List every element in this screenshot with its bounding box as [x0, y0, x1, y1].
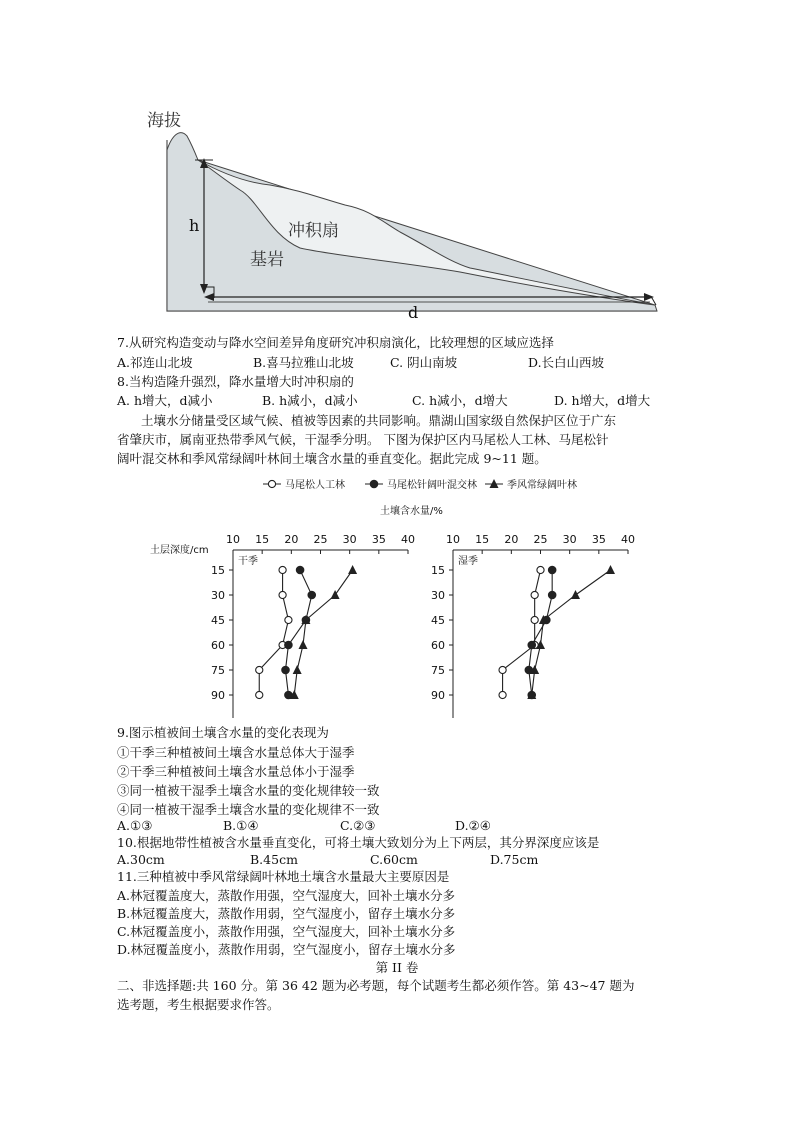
panel2-x-tick-label-30: 30: [562, 533, 577, 546]
panel1-x-tick-label-35: 35: [371, 533, 386, 546]
panel1-series-1-point-2: [279, 591, 286, 598]
q10-option-c[interactable]: C.60cm: [370, 852, 418, 867]
panel1-series-2-point-5: [282, 666, 290, 674]
q9-item-3: ③同一植被干湿季土壤含水量的变化规律较一致: [117, 783, 380, 798]
panel1-y-tick-label-30: 30: [211, 589, 225, 602]
q8-option-b[interactable]: B. h减小，d减小: [262, 393, 358, 408]
panel2-y-tick-label-90: 90: [431, 689, 445, 702]
q11-option-a[interactable]: A.林冠覆盖度大，蒸散作用强，空气湿度大，回补土壤水分多: [117, 888, 456, 903]
panel1-y-tick-label-60: 60: [211, 639, 225, 652]
panel1-x-tick-label-40: 40: [401, 533, 415, 546]
q10-stem: 10.根据地带性植被含水量垂直变化，可将土壤大致划分为上下两层，其分界深度应该是: [117, 835, 600, 850]
panel2-series-1-point-5: [499, 666, 506, 673]
panel1-series-2-line: [286, 570, 312, 695]
section2-line-1: 二、非选择题:共 160 分。第 36 42 题为必考题，每个试题考生都必须作答。第 43~47 题为: [117, 978, 635, 993]
q10-option-a[interactable]: A.30cm: [117, 852, 165, 867]
q10-option-b[interactable]: B.45cm: [250, 852, 298, 867]
alluvial-fan-diagram: [140, 100, 670, 325]
panel2-x-tick-label-20: 20: [504, 533, 519, 546]
panel2-y-tick-label-60: 60: [431, 639, 445, 652]
altitude-label: 海拔: [147, 111, 181, 131]
panel2-y-tick-label-15: 15: [431, 564, 445, 577]
panel1-y-tick-label-45: 45: [211, 614, 225, 627]
panel1-series-3-point-4: [299, 640, 308, 649]
panel1-series-2-point-1: [296, 566, 304, 574]
q9-item-2: ②干季三种植被间土壤含水量总体小于湿季: [117, 764, 355, 779]
q9-option-b[interactable]: B.①④: [223, 818, 259, 833]
panel1-x-tick-label-15: 15: [255, 533, 270, 546]
panel1-series-1-point-3: [285, 616, 292, 623]
bedrock-label: 基岩: [250, 250, 284, 270]
panel2-y-tick-label-75: 75: [431, 664, 445, 677]
panel1-series-2-point-4: [285, 641, 293, 649]
panel1-series-1-point-6: [256, 691, 263, 698]
panel2-series-1-point-3: [531, 616, 538, 623]
y-axis-label: 土层深度/cm: [150, 545, 209, 556]
panel1-series-3-line: [294, 570, 352, 695]
q8-option-a[interactable]: A. h增大，d减小: [117, 393, 213, 408]
q11-option-b[interactable]: B.林冠覆盖度大，蒸散作用弱，空气湿度小，留存土壤水分多: [117, 906, 456, 921]
h-label: h: [189, 216, 200, 235]
q7-option-c[interactable]: C. 阴山南坡: [390, 355, 458, 370]
panel2-series-1-point-2: [531, 591, 538, 598]
panel1-x-tick-label-30: 30: [342, 533, 357, 546]
legend-marker-2: [370, 480, 378, 488]
panel1-y-tick-label-15: 15: [211, 564, 225, 577]
q11-stem: 11.三种植被中季风常绿阔叶林地土壤含水量最大主要原因是: [117, 869, 450, 884]
q11-option-d[interactable]: D.林冠覆盖度小，蒸散作用弱，空气湿度小，留存土壤水分多: [117, 942, 456, 957]
panel1-y-tick-label-90: 90: [211, 689, 225, 702]
q9-item-4: ④同一植被干湿季土壤含水量的变化规律不一致: [117, 802, 380, 817]
panel2-x-tick-label-35: 35: [591, 533, 606, 546]
intro-line-2: 省肇庆市，属南亚热带季风气候，干湿季分明。 下图为保护区内马尾松人工林、马尾松针: [117, 432, 609, 447]
panel1-series-3-point-1: [348, 565, 357, 574]
q8-option-c[interactable]: C. h减小，d增大: [412, 393, 508, 408]
q9-option-d[interactable]: D.②④: [455, 818, 491, 833]
panel2-series-3-point-2: [571, 590, 580, 599]
panel2-y-tick-label-30: 30: [431, 589, 445, 602]
panel1-x-tick-label-20: 20: [284, 533, 299, 546]
panel1-x-tick-label-25: 25: [313, 533, 328, 546]
panel2-x-tick-label-40: 40: [621, 533, 635, 546]
section2-title: 第 II 卷: [375, 960, 419, 975]
panel2-x-tick-label-10: 10: [446, 533, 460, 546]
panel1-series-1-line: [259, 570, 288, 695]
panel2-series-2-point-1: [548, 566, 556, 574]
panel2-series-1-point-6: [499, 691, 506, 698]
panel1-series-1-point-1: [279, 566, 286, 573]
panel2-series-1-line: [503, 570, 541, 695]
q9-option-a[interactable]: A.①③: [117, 818, 153, 833]
panel2-x-tick-label-25: 25: [533, 533, 548, 546]
d-label: d: [408, 303, 419, 322]
panel1-y-tick-label-75: 75: [211, 664, 225, 677]
q9-stem: 9.图示植被间土壤含水量的变化表现为: [117, 725, 329, 740]
q7-option-a[interactable]: A.祁连山北坡: [117, 355, 193, 370]
panel2-series-3-point-1: [606, 565, 615, 574]
panel1-series-1-point-5: [256, 666, 263, 673]
legend-label-1: 马尾松人工林: [285, 480, 345, 491]
fan-label: 冲积扇: [288, 221, 339, 241]
q11-option-c[interactable]: C.林冠覆盖度小，蒸散作用强，空气湿度大，回补土壤水分多: [117, 924, 456, 939]
legend-label-2: 马尾松针阔叶混交林: [387, 480, 477, 491]
intro-line-1: 土壤水分储量受区域气候、植被等因素的共同影响。鼎湖山国家级自然保护区位于广东: [141, 413, 617, 428]
q7-stem: 7.从研究构造变动与降水空间差异角度研究冲积扇演化，比较理想的区域应选择: [117, 335, 554, 350]
chart-title: 土壤含水量/%: [380, 506, 443, 517]
q8-option-d[interactable]: D. h增大，d增大: [554, 393, 651, 408]
panel1-series-2-point-2: [308, 591, 316, 599]
legend-marker-1: [268, 480, 275, 487]
section2-line-2: 选考题，考生根据要求作答。: [117, 997, 280, 1012]
q7-option-d[interactable]: D.长白山西坡: [528, 355, 605, 370]
q7-option-b[interactable]: B.喜马拉雅山北坡: [253, 355, 354, 370]
panel2-series-1-point-1: [537, 566, 544, 573]
panel2-name: 湿季: [458, 556, 478, 567]
legend-label-3: 季风常绿阔叶林: [507, 480, 577, 491]
panel2-series-2-line: [529, 570, 552, 695]
q8-stem: 8.当构造隆升强烈，降水量增大时冲积扇的: [117, 374, 354, 389]
panel2-series-2-point-2: [548, 591, 556, 599]
q9-item-1: ①干季三种植被间土壤含水量总体大于湿季: [117, 745, 355, 760]
panel2-x-tick-label-15: 15: [475, 533, 490, 546]
panel1-name: 干季: [238, 556, 258, 567]
panel2-series-3-line: [532, 570, 611, 695]
panel2-y-tick-label-45: 45: [431, 614, 445, 627]
panel1-x-tick-label-10: 10: [226, 533, 240, 546]
panel2-series-2-point-4: [528, 641, 536, 649]
panel1-series-3-point-5: [293, 665, 302, 674]
q9-option-c[interactable]: C.②③: [340, 818, 376, 833]
intro-line-3: 阔叶混交林和季风常绿阔叶林间土壤含水量的垂直变化。据此完成 9~11 题。: [117, 451, 547, 466]
q10-option-d[interactable]: D.75cm: [490, 852, 539, 867]
soil-moisture-chart: [150, 470, 660, 730]
